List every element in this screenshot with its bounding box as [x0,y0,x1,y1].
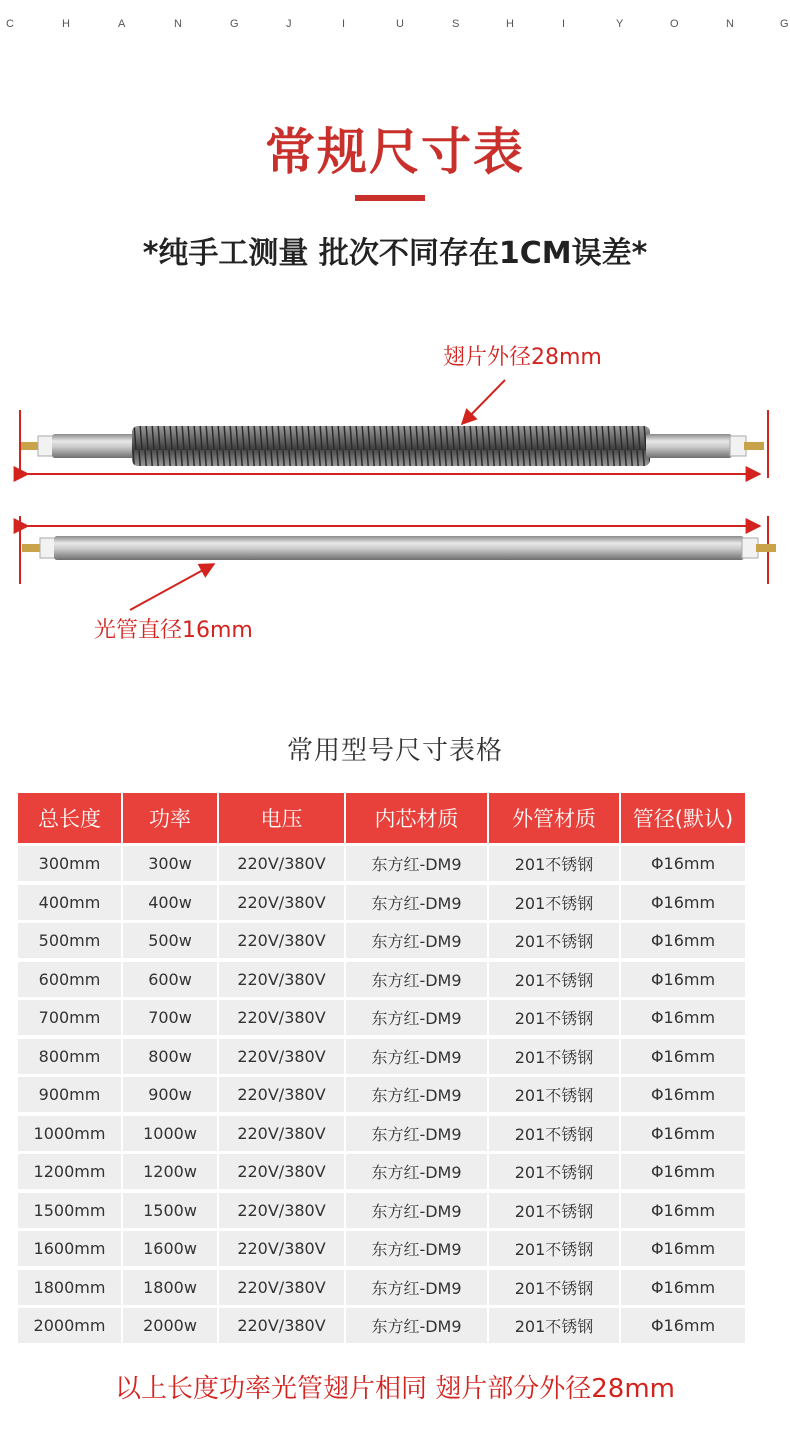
table-cell: 700mm [18,1000,121,1035]
table-cell: 东方红-DM9 [346,1231,487,1266]
table-cell: 400w [123,885,217,920]
column-header: 内芯材质 [346,793,487,843]
table-cell: 201不锈钢 [489,1308,619,1343]
table-row [18,962,747,997]
table-cell: 东方红-DM9 [346,1154,487,1189]
table-cell: 201不锈钢 [489,1039,619,1074]
table-cell: 500mm [18,923,121,958]
table-cell: 500w [123,923,217,958]
table-cell: 220V/380V [219,1231,344,1266]
table-cell: Φ16mm [621,1270,745,1305]
finned-heater [20,426,764,466]
table-cell: 东方红-DM9 [346,1193,487,1228]
column-header: 外管材质 [489,793,619,843]
table-cell: Φ16mm [621,1154,745,1189]
table-row [18,885,747,920]
brand-letter: I [562,18,566,30]
table-cell: 201不锈钢 [489,885,619,920]
table-cell: Φ16mm [621,1077,745,1112]
table-cell: 700w [123,1000,217,1035]
table-cell: Φ16mm [621,1231,745,1266]
brand-letter: H [62,18,70,30]
table-cell: 220V/380V [219,1193,344,1228]
table-cell: 900mm [18,1077,121,1112]
table-cell: 220V/380V [219,1077,344,1112]
table-cell: 2000w [123,1308,217,1343]
fin-callout-arrow [462,380,505,424]
table-cell: Φ16mm [621,1039,745,1074]
table-cell: 东方红-DM9 [346,923,487,958]
tube-callout-arrow [130,564,214,610]
table-row [18,1039,747,1074]
plain-tube-heater [22,536,776,560]
table-cell: 东方红-DM9 [346,962,487,997]
heater-diagram [0,330,790,650]
table-cell: 300w [123,846,217,881]
table-cell: 220V/380V [219,1000,344,1035]
table-cell: 220V/380V [219,962,344,997]
table-cell: 201不锈钢 [489,846,619,881]
table-cell: 东方红-DM9 [346,1039,487,1074]
table-cell: 东方红-DM9 [346,1000,487,1035]
table-cell: 201不锈钢 [489,1193,619,1228]
brand-letter: N [174,18,182,30]
table-cell: 220V/380V [219,846,344,881]
title-underline [355,195,425,201]
brand-letter-strip [0,18,790,34]
table-row [18,1193,747,1228]
table-cell: Φ16mm [621,885,745,920]
table-row [18,1000,747,1035]
table-cell: 东方红-DM9 [346,846,487,881]
table-cell: 东方红-DM9 [346,1116,487,1151]
table-cell: 800mm [18,1039,121,1074]
page-title: 常规尺寸表 [265,123,525,181]
table-row [18,1077,747,1112]
table-cell: 201不锈钢 [489,1154,619,1189]
column-header: 总长度 [18,793,121,843]
table-cell: 300mm [18,846,121,881]
table-cell: 1000mm [18,1116,121,1151]
table-cell: 201不锈钢 [489,1077,619,1112]
table-cell: Φ16mm [621,1116,745,1151]
table-title: 常用型号尺寸表格 [286,736,503,766]
table-cell: 1600w [123,1231,217,1266]
table-cell: 1500w [123,1193,217,1228]
table-cell: 600mm [18,962,121,997]
table-cell: 东方红-DM9 [346,885,487,920]
table-cell: 1000w [123,1116,217,1151]
table-cell: Φ16mm [621,1193,745,1228]
table-cell: 201不锈钢 [489,1116,619,1151]
heater-illustration [0,330,790,650]
measurement-note: *纯手工测量 批次不同存在1CM误差* [142,236,648,271]
table-row [18,1154,747,1189]
table-cell: 220V/380V [219,885,344,920]
table-cell: 400mm [18,885,121,920]
column-header: 电压 [219,793,344,843]
table-cell: 220V/380V [219,1308,344,1343]
table-row [18,1270,747,1305]
table-cell: 201不锈钢 [489,962,619,997]
fin-diameter-label: 翅片外径28mm [443,345,602,370]
brand-letter: C [6,18,14,30]
table-cell: 220V/380V [219,1116,344,1151]
table-row [18,923,747,958]
table-cell: 东方红-DM9 [346,1308,487,1343]
brand-letter: G [780,18,789,30]
table-cell: 东方红-DM9 [346,1077,487,1112]
table-cell: 2000mm [18,1308,121,1343]
table-cell: 东方红-DM9 [346,1270,487,1305]
table-header-row [18,793,747,843]
footer-note: 以上长度功率光管翅片相同 翅片部分外径28mm [114,1374,675,1404]
brand-letter: G [230,18,239,30]
table-cell: 220V/380V [219,923,344,958]
table-cell: 220V/380V [219,1270,344,1305]
table-cell: 201不锈钢 [489,923,619,958]
table-cell: 201不锈钢 [489,1270,619,1305]
brand-letter: A [118,18,126,30]
brand-letter: Y [616,18,624,30]
table-cell: 201不锈钢 [489,1231,619,1266]
column-header: 功率 [123,793,217,843]
brand-letter: J [286,18,292,30]
tube-diameter-label: 光管直径16mm [94,618,253,643]
brand-letter: H [506,18,514,30]
table-cell: 1500mm [18,1193,121,1228]
brand-letter: S [452,18,460,30]
brand-letter: U [396,18,404,30]
table-cell: 1600mm [18,1231,121,1266]
table-cell: 220V/380V [219,1039,344,1074]
table-row [18,1231,747,1266]
table-row [18,1308,747,1343]
table-cell: 900w [123,1077,217,1112]
table-row [18,1116,747,1151]
table-cell: Φ16mm [621,1308,745,1343]
table-cell: 1200w [123,1154,217,1189]
table-cell: Φ16mm [621,962,745,997]
table-cell: 1800mm [18,1270,121,1305]
table-cell: 600w [123,962,217,997]
table-cell: Φ16mm [621,846,745,881]
table-cell: 1200mm [18,1154,121,1189]
table-body [18,846,747,1347]
table-cell: Φ16mm [621,923,745,958]
table-row [18,846,747,881]
table-cell: 800w [123,1039,217,1074]
table-cell: 201不锈钢 [489,1000,619,1035]
column-header: 管径(默认) [621,793,745,843]
brand-letter: I [342,18,346,30]
brand-letter: O [670,18,679,30]
table-cell: 220V/380V [219,1154,344,1189]
brand-letter: N [726,18,734,30]
table-cell: Φ16mm [621,1000,745,1035]
table-cell: 1800w [123,1270,217,1305]
